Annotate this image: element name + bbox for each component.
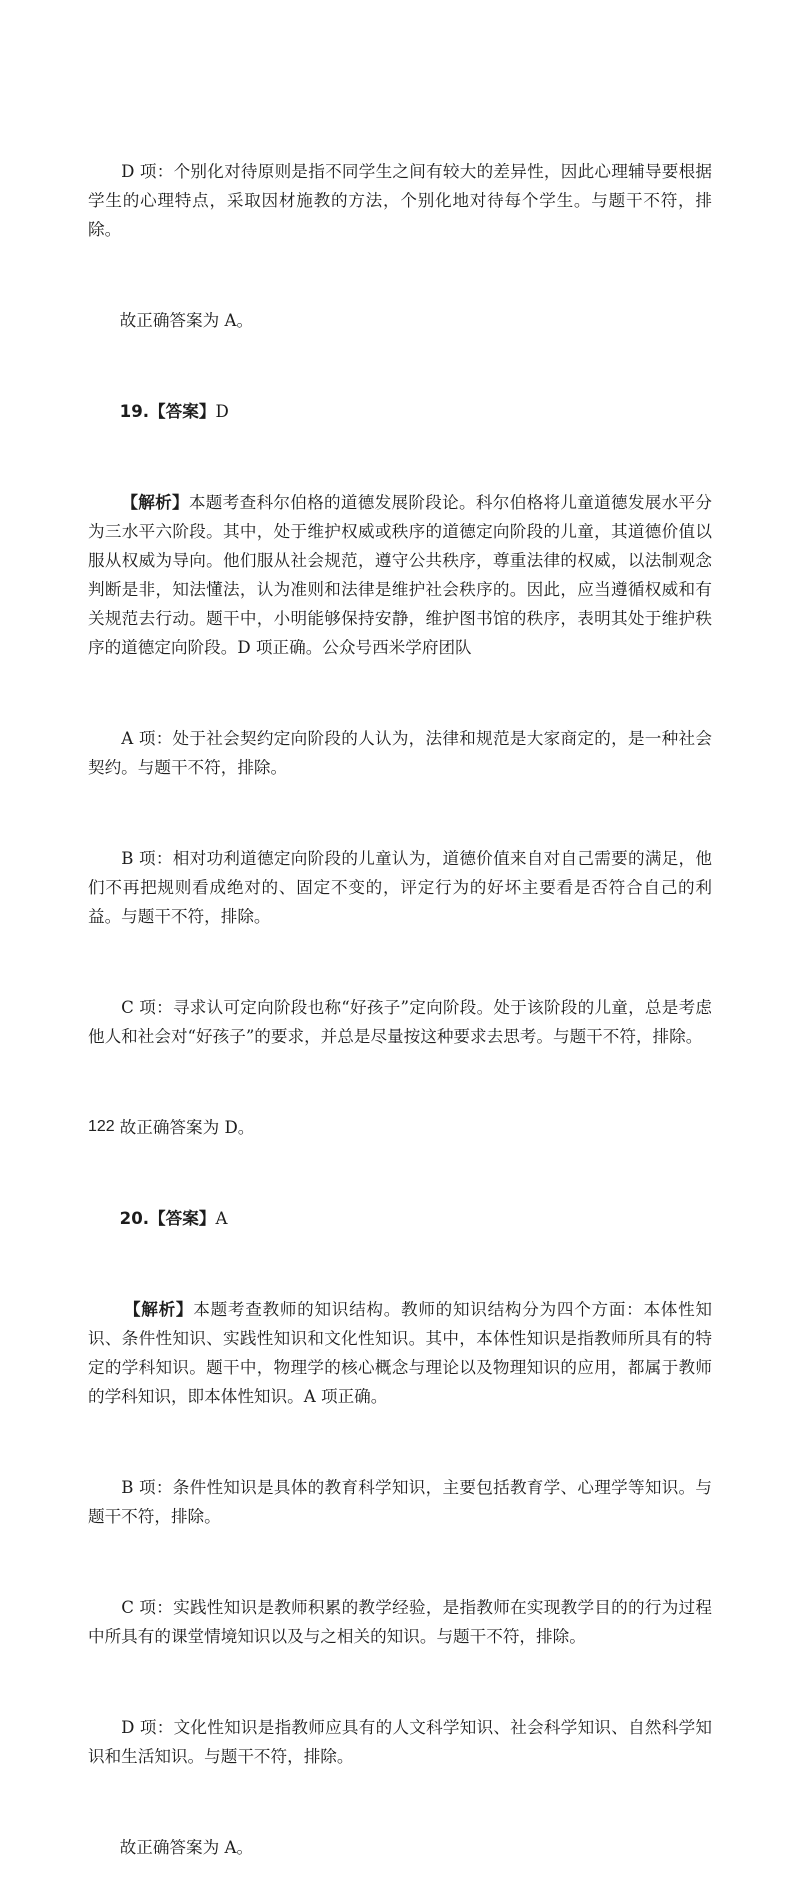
analysis-label: 【解析】 [121,493,189,512]
paragraph-b-option-q20 [88,1444,712,1560]
paragraph-text: C 项：实践性知识是教师积累的教学经验，是指教师在实现教学目的的行为过程中所具有的课堂情境知识以及与之相关的知识。与题干不符，排除。 [88,1598,712,1646]
paragraph-text: A 项：处于社会契约定向阶段的人认为，法律和规范是大家商定的，是一种社会契约。与题干不符，排除。 [88,729,712,777]
paragraph-text: 故正确答案为 D。 [119,1118,255,1137]
paragraph-answer-q19 [88,1084,712,1171]
paragraph-d-option-q18 [88,128,712,273]
paragraph-answer-q18 [88,277,712,364]
paragraph-text: 故正确答案为 A。 [119,1838,254,1857]
analysis-text: 本题考查科尔伯格的道德发展阶段论。科尔伯格将儿童道德发展水平分为三水平六阶段。其中，处于维护权威或秩序的道德定向阶段的儿童，其道德价值以服从权威为导向。他们服从社会规范，遵守公共秩序，尊重法律的权威，以法制观念判断是非，知法懂法，认为准则和法律是维护社会秩序的。因此，应当遵循权威和有关规范去行动。题干中，小明能够保持安静，维护图书馆的秩序，表明其处于维护秩序的道德定向阶段。D 项正确。公众号西米学府团队 [88,493,712,657]
paragraph-text: B 项：相对功利道德定向阶段的儿童认为，道德价值来自对自己需要的满足，他们不再把规则看成绝对的、固定不变的，评定行为的好坏主要看是否符合自己的利益。与题干不符，排除。 [88,849,713,926]
analysis-label: 【解析】 [123,1300,194,1319]
analysis-q20 [88,1266,712,1440]
paragraph-text: D 项：个别化对待原则是指不同学生之间有较大的差异性，因此心理辅导要根据学生的心理特点，采取因材施教的方法，个别化地对待每个学生。与题干不符，排除。 [88,162,712,239]
paragraph-a-option-q19 [88,695,712,811]
paragraph-c-option-q20 [88,1564,712,1680]
analysis-text: 本题考查教师的知识结构。教师的知识结构分为四个方面：本体性知识、条件性知识、实践性知识和文化性知识。其中，本体性知识是指教师所具有的特定的学科知识。题干中，物理学的核心概念与理论以及物理知识的应用，都属于教师的学科知识，即本体性知识。A 项正确。 [88,1300,712,1406]
paragraph-text: B 项：条件性知识是具体的教育科学知识，主要包括教育学、心理学等知识。与题干不符，排除。 [88,1478,713,1526]
paragraph-d-option-q20 [88,1684,712,1800]
answer-value: A [215,1209,228,1228]
answer-label: 20.【答案】 [119,1209,216,1228]
answer-value: D [215,402,229,421]
paragraph-text: D 项：文化性知识是指教师应具有的人文科学知识、社会科学知识、自然科学知识和生活知识。与题干不符，排除。 [88,1718,712,1766]
paragraph-c-option-q19 [88,964,712,1080]
answer-heading-q19 [88,368,712,455]
page-content [88,128,712,1895]
paragraph-answer-q20 [88,1804,712,1891]
page-number: 122 [88,1118,115,1135]
paragraph-text: 故正确答案为 A。 [119,311,254,330]
paragraph-b-option-q19 [88,815,712,960]
paragraph-text: C 项：寻求认可定向阶段也称“好孩子”定向阶段。处于该阶段的儿童，总是考虑他人和社会对“好孩子”的要求，并总是尽量按这种要求去思考。与题干不符，排除。 [88,998,712,1046]
analysis-q19 [88,459,712,691]
answer-heading-q20 [88,1175,712,1262]
answer-label: 19.【答案】 [119,402,216,421]
